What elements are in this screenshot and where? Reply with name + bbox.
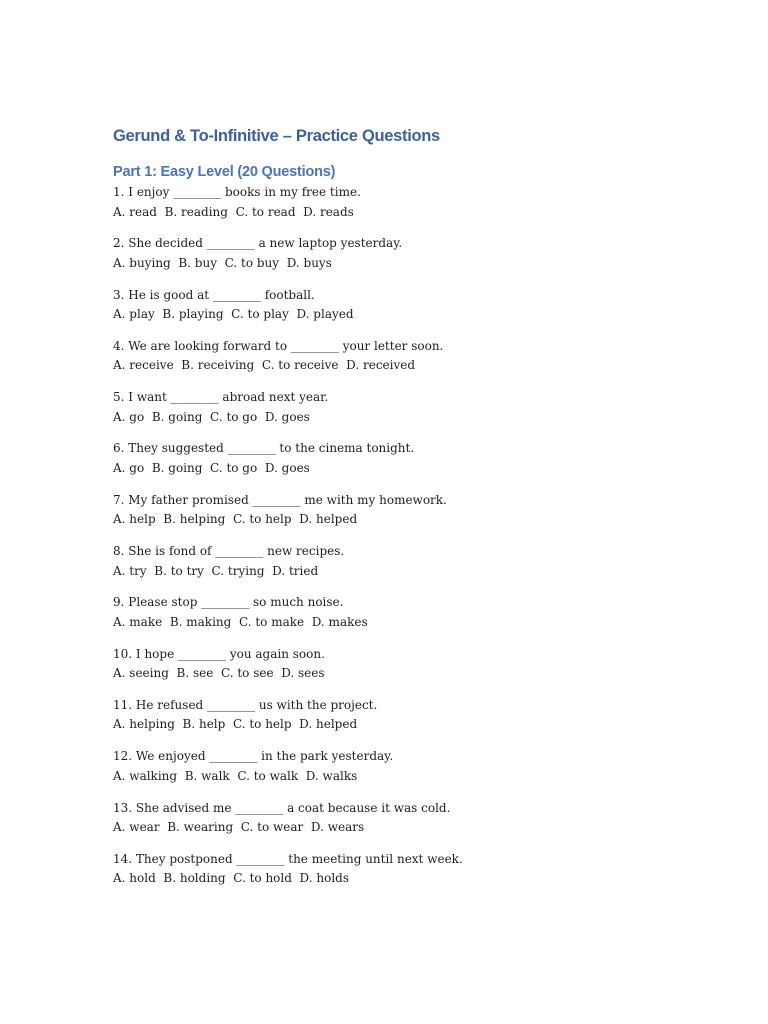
- part-heading: Part 1: Easy Level (20 Questions): [113, 164, 336, 180]
- question-options: A. seeing B. see C. to see D. sees: [113, 666, 325, 681]
- question-options: A. read B. reading C. to read D. reads: [113, 204, 354, 219]
- question-text: 12. We enjoyed ________ in the park yesterday.: [113, 749, 394, 764]
- question-item: [113, 491, 713, 542]
- question-text: 8. She is fond of ________ new recipes.: [113, 544, 345, 559]
- question-options: A. go B. going C. to go D. goes: [113, 409, 310, 424]
- question-options: A. go B. going C. to go D. goes: [113, 460, 310, 475]
- question-item: [113, 593, 713, 644]
- question-item: [113, 337, 713, 388]
- question-item: [113, 645, 713, 696]
- question-options: A. try B. to try C. trying D. tried: [113, 563, 319, 578]
- question-options: A. make B. making C. to make D. makes: [113, 614, 368, 629]
- question-options: A. wear B. wearing C. to wear D. wears: [113, 820, 365, 835]
- question-item: [113, 286, 713, 337]
- question-item: [113, 747, 713, 798]
- question-item: [113, 388, 713, 439]
- question-item: [113, 850, 713, 901]
- question-item: [113, 696, 713, 747]
- question-text: 5. I want ________ abroad next year.: [113, 390, 329, 405]
- question-text: 2. She decided ________ a new laptop yesterday.: [113, 236, 403, 251]
- question-text: 4. We are looking forward to ________ your letter soon.: [113, 338, 444, 353]
- question-text: 7. My father promised ________ me with my homework.: [113, 492, 447, 507]
- question-item: [113, 542, 713, 593]
- document-title: Gerund & To-Infinitive – Practice Questions: [113, 127, 440, 145]
- question-options: A. walking B. walk C. to walk D. walks: [113, 768, 358, 783]
- question-text: 6. They suggested ________ to the cinema tonight.: [113, 441, 415, 456]
- question-options: A. help B. helping C. to help D. helped: [113, 512, 358, 527]
- question-text: 14. They postponed ________ the meeting until next week.: [113, 851, 463, 866]
- question-options: A. receive B. receiving C. to receive D. received: [113, 358, 416, 373]
- question-item: [113, 439, 713, 490]
- question-text: 10. I hope ________ you again soon.: [113, 646, 325, 661]
- question-options: A. buying B. buy C. to buy D. buys: [113, 255, 332, 270]
- question-text: 3. He is good at ________ football.: [113, 287, 315, 302]
- page-content: [113, 124, 713, 901]
- question-options: A. hold B. holding C. to hold D. holds: [113, 871, 349, 886]
- question-item: [113, 183, 713, 234]
- question-text: 9. Please stop ________ so much noise.: [113, 595, 344, 610]
- question-list: [113, 183, 713, 901]
- question-text: 1. I enjoy ________ books in my free time.: [113, 185, 361, 199]
- question-item: [113, 799, 713, 850]
- question-options: A. play B. playing C. to play D. played: [113, 307, 354, 322]
- question-item: [113, 234, 713, 285]
- question-text: 13. She advised me ________ a coat because it was cold.: [113, 800, 451, 815]
- question-text: 11. He refused ________ us with the project.: [113, 697, 378, 712]
- question-options: A. helping B. help C. to help D. helped: [113, 717, 358, 732]
